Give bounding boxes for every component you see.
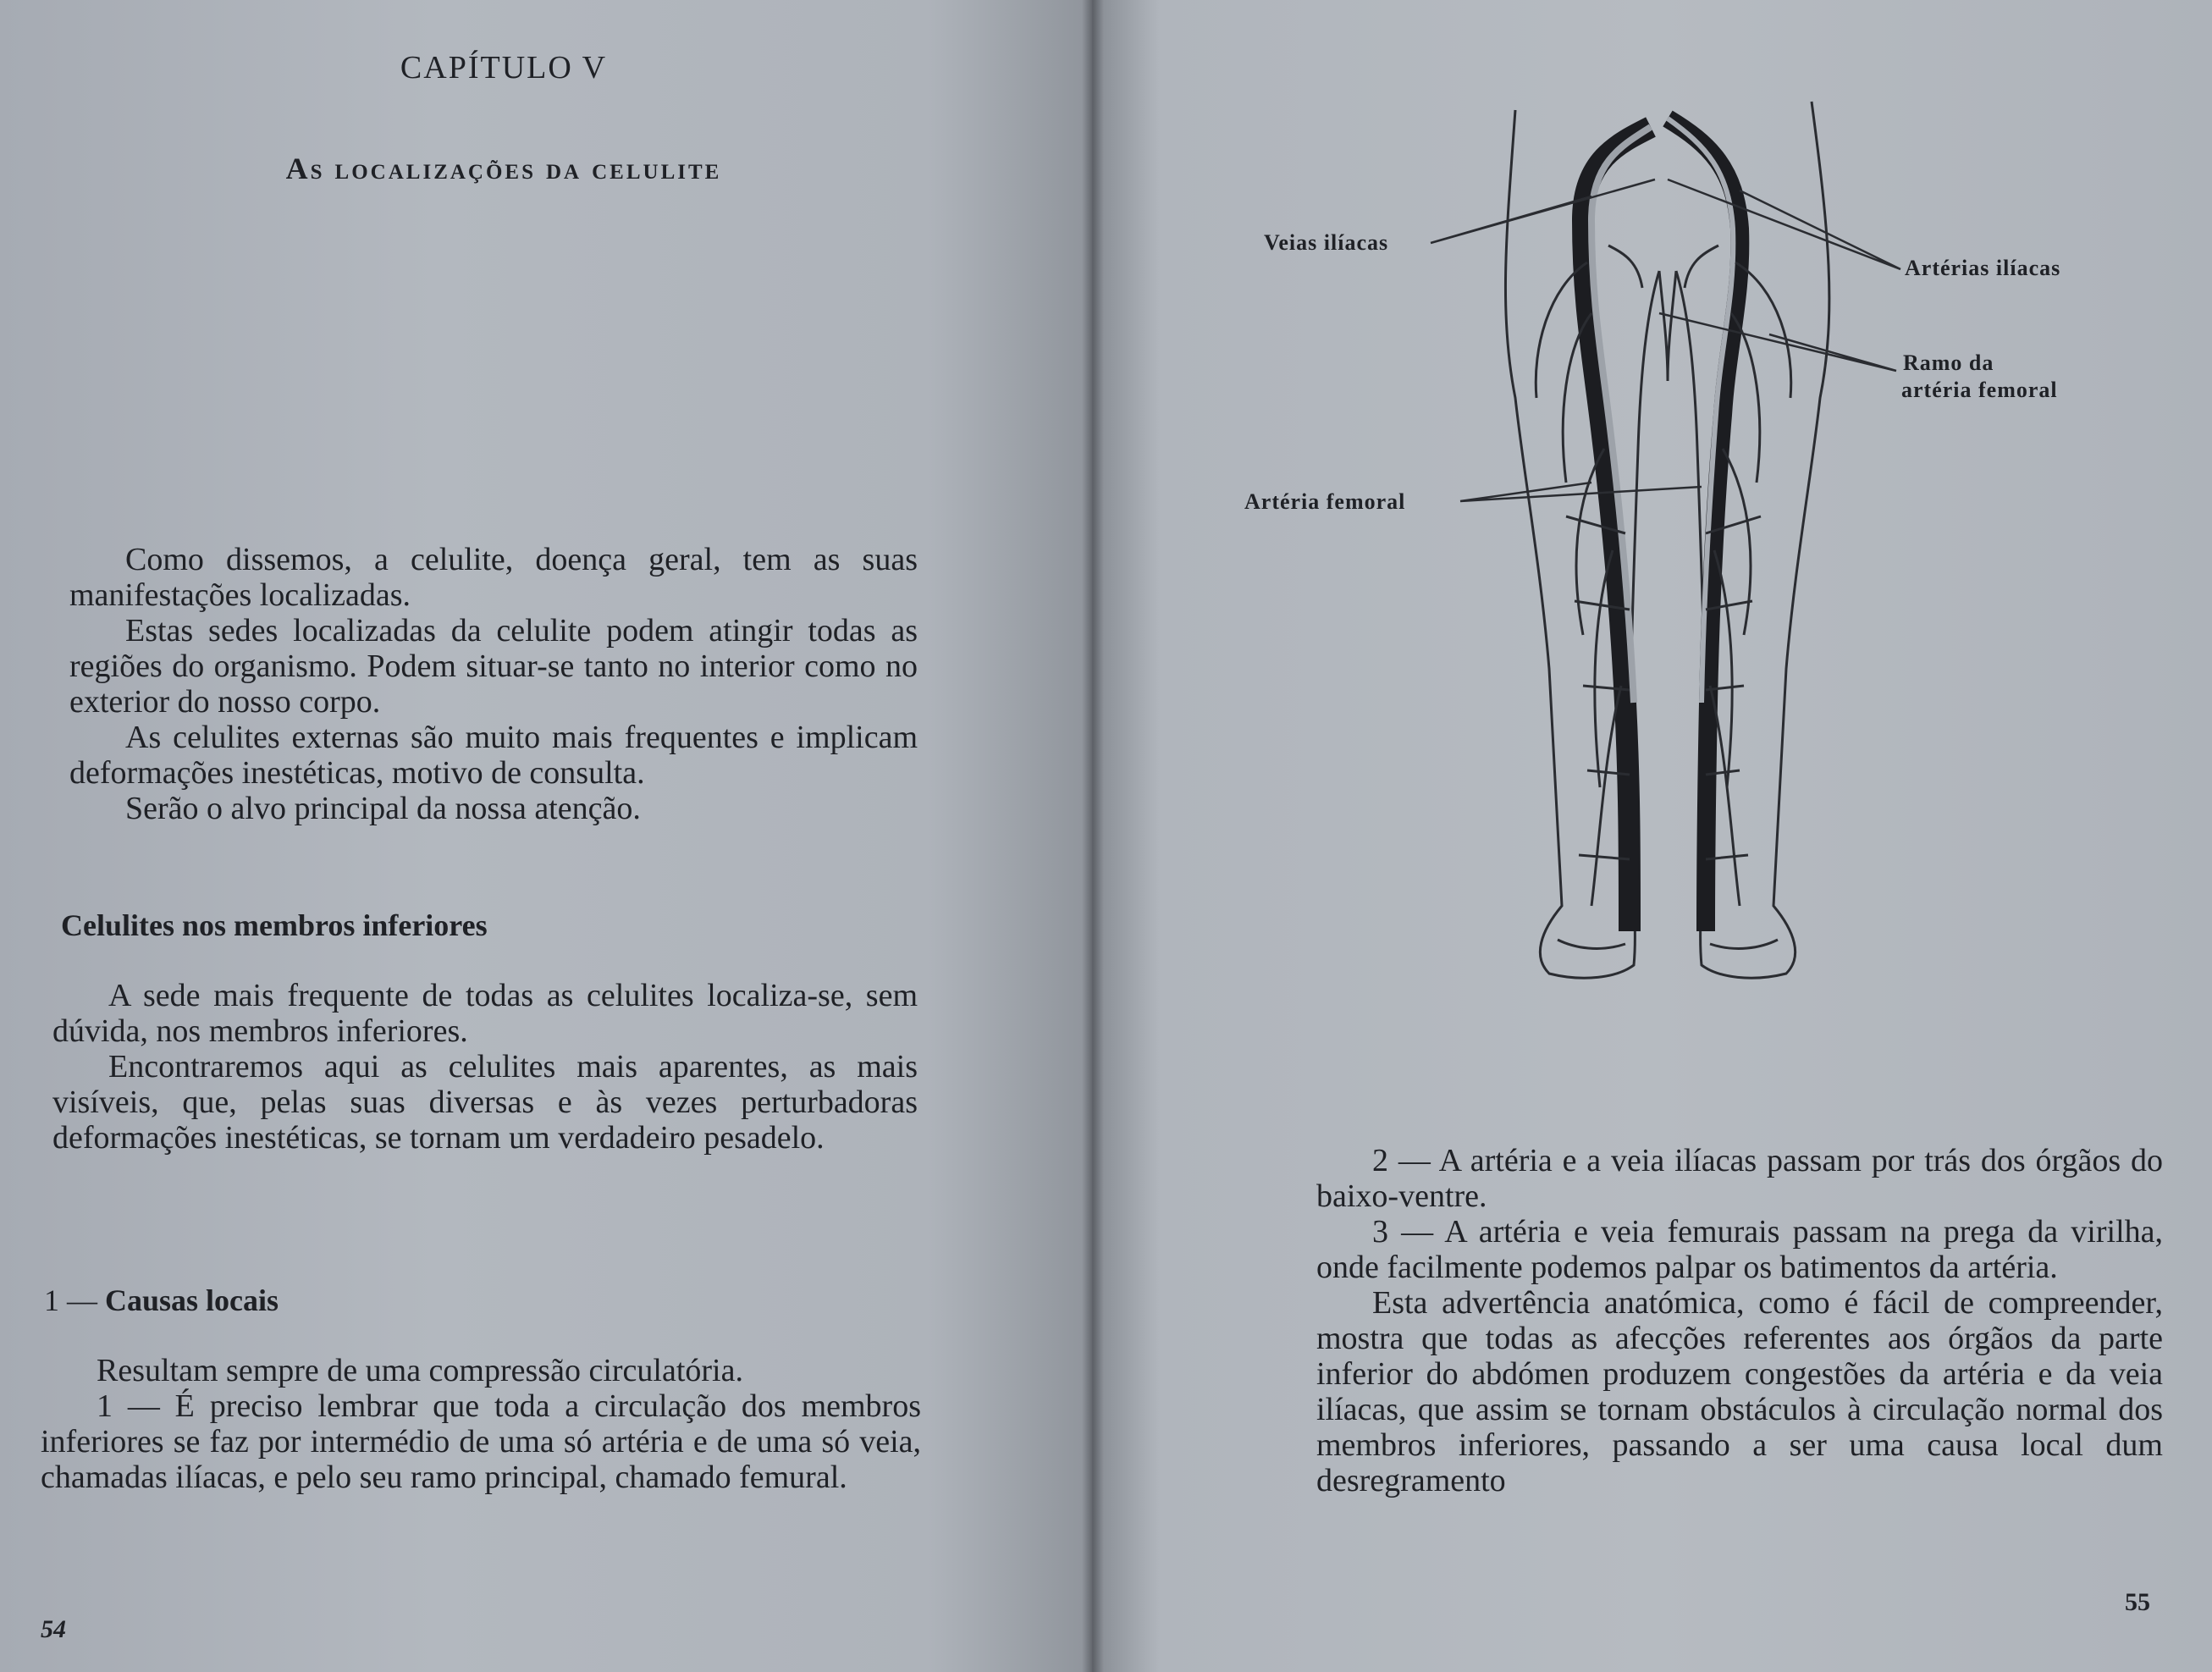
subsection-number: 1 — [44, 1283, 97, 1317]
label-arteria-femoral: Artéria femoral [1244, 489, 1406, 514]
label-ramo-line1: Ramo da [1903, 350, 1994, 375]
paragraph: Encontraremos aqui as celulites mais aparentes, as mais visíveis, que, pelas suas diversas e às vezes perturbadoras deformações inestéticas, se tornam um verdadeiro pesadelo. [52, 1049, 918, 1156]
page-number-left: 54 [41, 1615, 66, 1643]
subsection-text [41, 1353, 921, 1495]
paragraph: Estas sedes localizadas da celulite podem atingir todas as regiões do organismo. Podem situar-se tanto no interior como no exterior do nosso corpo. [69, 613, 918, 720]
paragraph: As celulites externas são muito mais frequentes e implicam deformações inestéticas, motivo de consulta. [69, 720, 918, 791]
right-page-text [1316, 1143, 2163, 1498]
chapter-number: CAPÍTULO V [400, 50, 608, 86]
book-gutter [1082, 0, 1104, 1672]
paragraph: 1 — É preciso lembrar que toda a circulação dos membros inferiores se faz por intermédio de uma só artéria e de uma só veia, chamadas ilíacas, e pelo seu ramo principal, chamado femural. [41, 1388, 921, 1495]
label-arterias-iliacas: Artérias ilíacas [1905, 256, 2061, 280]
chapter-title: As localizações da celulite [285, 152, 722, 185]
paragraph: Resultam sempre de uma compressão circulatória. [97, 1353, 743, 1388]
subsection-heading [44, 1283, 279, 1318]
section-text [52, 978, 918, 1156]
paragraph: Serão o alvo principal da nossa atenção. [125, 791, 641, 826]
intro-text [69, 542, 918, 826]
paragraph: 3 — A artéria e veia femurais passam na prega da virilha, onde facilmente podemos palpar os batimentos da artéria. [1316, 1214, 2163, 1285]
paragraph: A sede mais frequente de todas as celulites localiza-se, sem dúvida, nos membros inferiores. [52, 978, 918, 1049]
page-number-right: 55 [2125, 1588, 2150, 1616]
paragraph: Como dissemos, a celulite, doença geral, tem as suas manifestações localizadas. [69, 542, 918, 613]
label-veias-iliacas: Veias ilíacas [1264, 230, 1389, 255]
section-heading: Celulites nos membros inferiores [61, 908, 488, 942]
subsection-title: Causas locais [105, 1283, 279, 1317]
legs-vascular-illustration [1456, 93, 1854, 991]
label-ramo-line2: artéria femoral [1901, 378, 2058, 402]
paragraph: Esta advertência anatómica, como é fácil de compreender, mostra que todas as afecções referentes aos órgãos da parte inferior do abdómen produzem congestões da artéria e da veia ilíacas, que assim se tornam obstáculos à circulação normal dos membros inferiores, passando a ser uma causa local dum desregramento [1316, 1285, 2163, 1498]
paragraph: 2 — A artéria e a veia ilíacas passam por trás dos órgãos do baixo-ventre. [1316, 1143, 2163, 1214]
